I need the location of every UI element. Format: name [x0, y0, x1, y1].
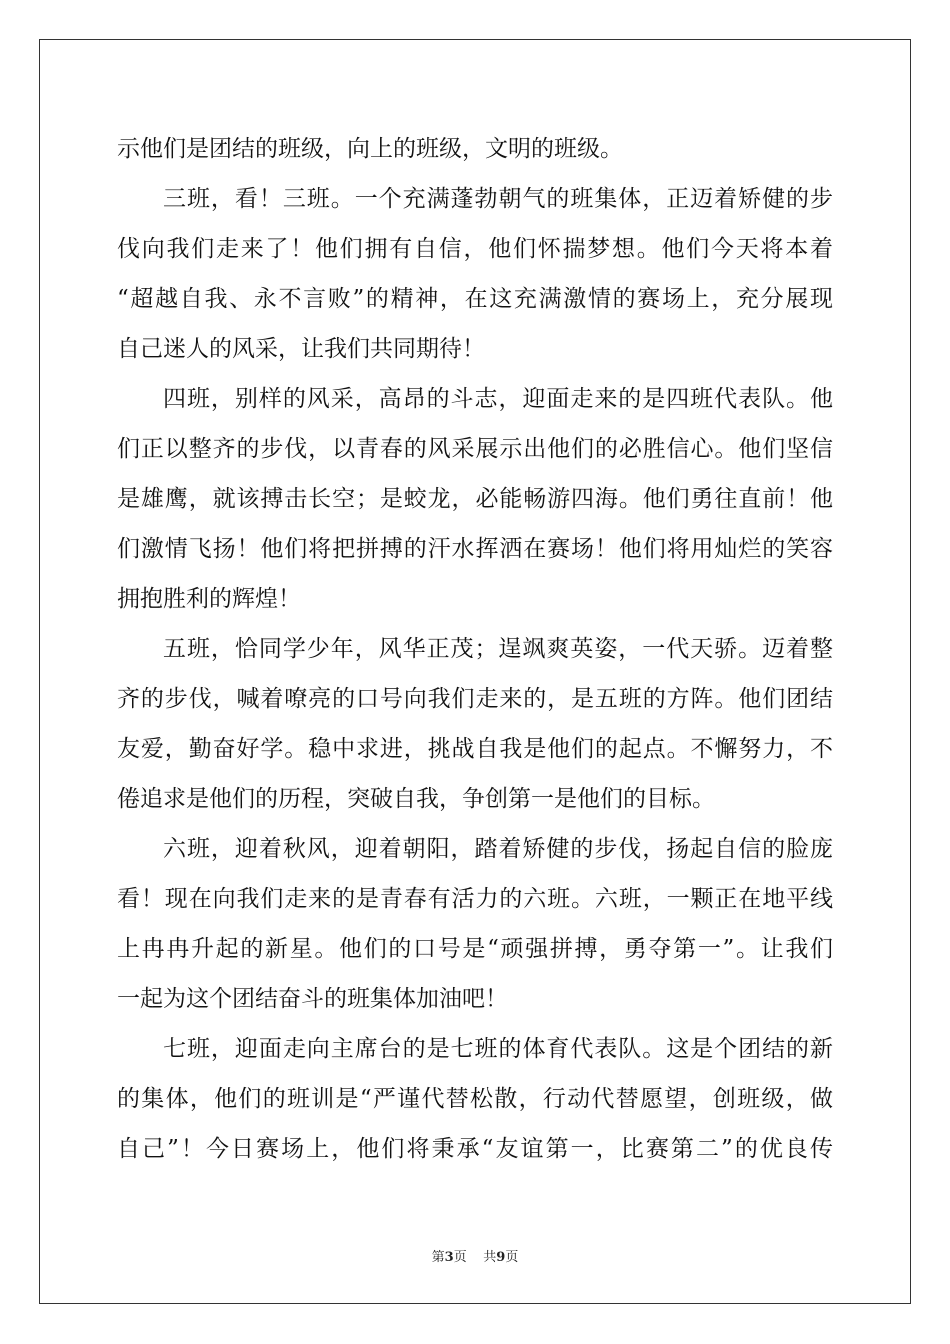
text-line: 倦追求是他们的历程，突破自我，争创第一是他们的目标。 — [117, 786, 715, 812]
text-line: 是雄鹰，就该搏击长空；是蛟龙，必能畅游四海。他们勇往直前！他 — [117, 486, 833, 512]
text-line: 拥抱胜利的辉煌！ — [117, 586, 301, 612]
text-line: 三班，看！三班。一个充满蓬勃朝气的班集体，正迈着矫健的步 — [163, 186, 833, 212]
page-number-prefix: 第 — [431, 1250, 445, 1265]
page-number-suffix: 页 — [453, 1250, 467, 1265]
document-body — [117, 124, 833, 1174]
total-pages-suffix: 页 — [505, 1250, 519, 1265]
text-line: 自己”！今日赛场上，他们将秉承“友谊第一，比赛第二”的优良传 — [117, 1136, 833, 1162]
text-line: “超越自我、永不言败”的精神，在这充满激情的赛场上，充分展现 — [117, 286, 833, 312]
text-line: 的集体，他们的班训是“严谨代替松散，行动代替愿望，创班级，做 — [117, 1086, 833, 1112]
current-page-number: 3 — [444, 1250, 454, 1265]
total-pages-number: 9 — [496, 1250, 506, 1265]
text-line: 上冉冉升起的新星。他们的口号是“顽强拼搏，勇夺第一”。让我们 — [117, 936, 833, 962]
text-line: 六班，迎着秋风，迎着朝阳，踏着矫健的步伐，扬起自信的脸庞 — [163, 836, 833, 862]
text-line: 们正以整齐的步伐，以青春的风采展示出他们的必胜信心。他们坚信 — [117, 436, 833, 462]
total-pages-prefix: 共 — [483, 1250, 497, 1265]
text-line: 一起为这个团结奋斗的班集体加油吧！ — [117, 986, 508, 1012]
text-line: 七班，迎面走向主席台的是七班的体育代表队。这是个团结的新 — [163, 1036, 833, 1062]
text-line: 五班，恰同学少年，风华正茂；逞飒爽英姿，一代天骄。迈着整 — [163, 636, 833, 662]
page-footer — [0, 1246, 950, 1265]
text-line: 示他们是团结的班级，向上的班级，文明的班级。 — [117, 136, 623, 162]
text-line: 自己迷人的风采，让我们共同期待！ — [117, 336, 485, 362]
text-line: 们激情飞扬！他们将把拼搏的汗水挥洒在赛场！他们将用灿烂的笑容 — [117, 536, 833, 562]
text-line: 友爱，勤奋好学。稳中求进，挑战自我是他们的起点。不懈努力，不 — [117, 736, 833, 762]
text-line: 看！现在向我们走来的是青春有活力的六班。六班，一颗正在地平线 — [117, 886, 833, 912]
text-line: 四班，别样的风采，高昂的斗志，迎面走来的是四班代表队。他 — [163, 386, 833, 412]
text-line: 齐的步伐，喊着嘹亮的口号向我们走来的，是五班的方阵。他们团结 — [117, 686, 833, 712]
text-line: 伐向我们走来了！他们拥有自信，他们怀揣梦想。他们今天将本着 — [117, 236, 833, 262]
